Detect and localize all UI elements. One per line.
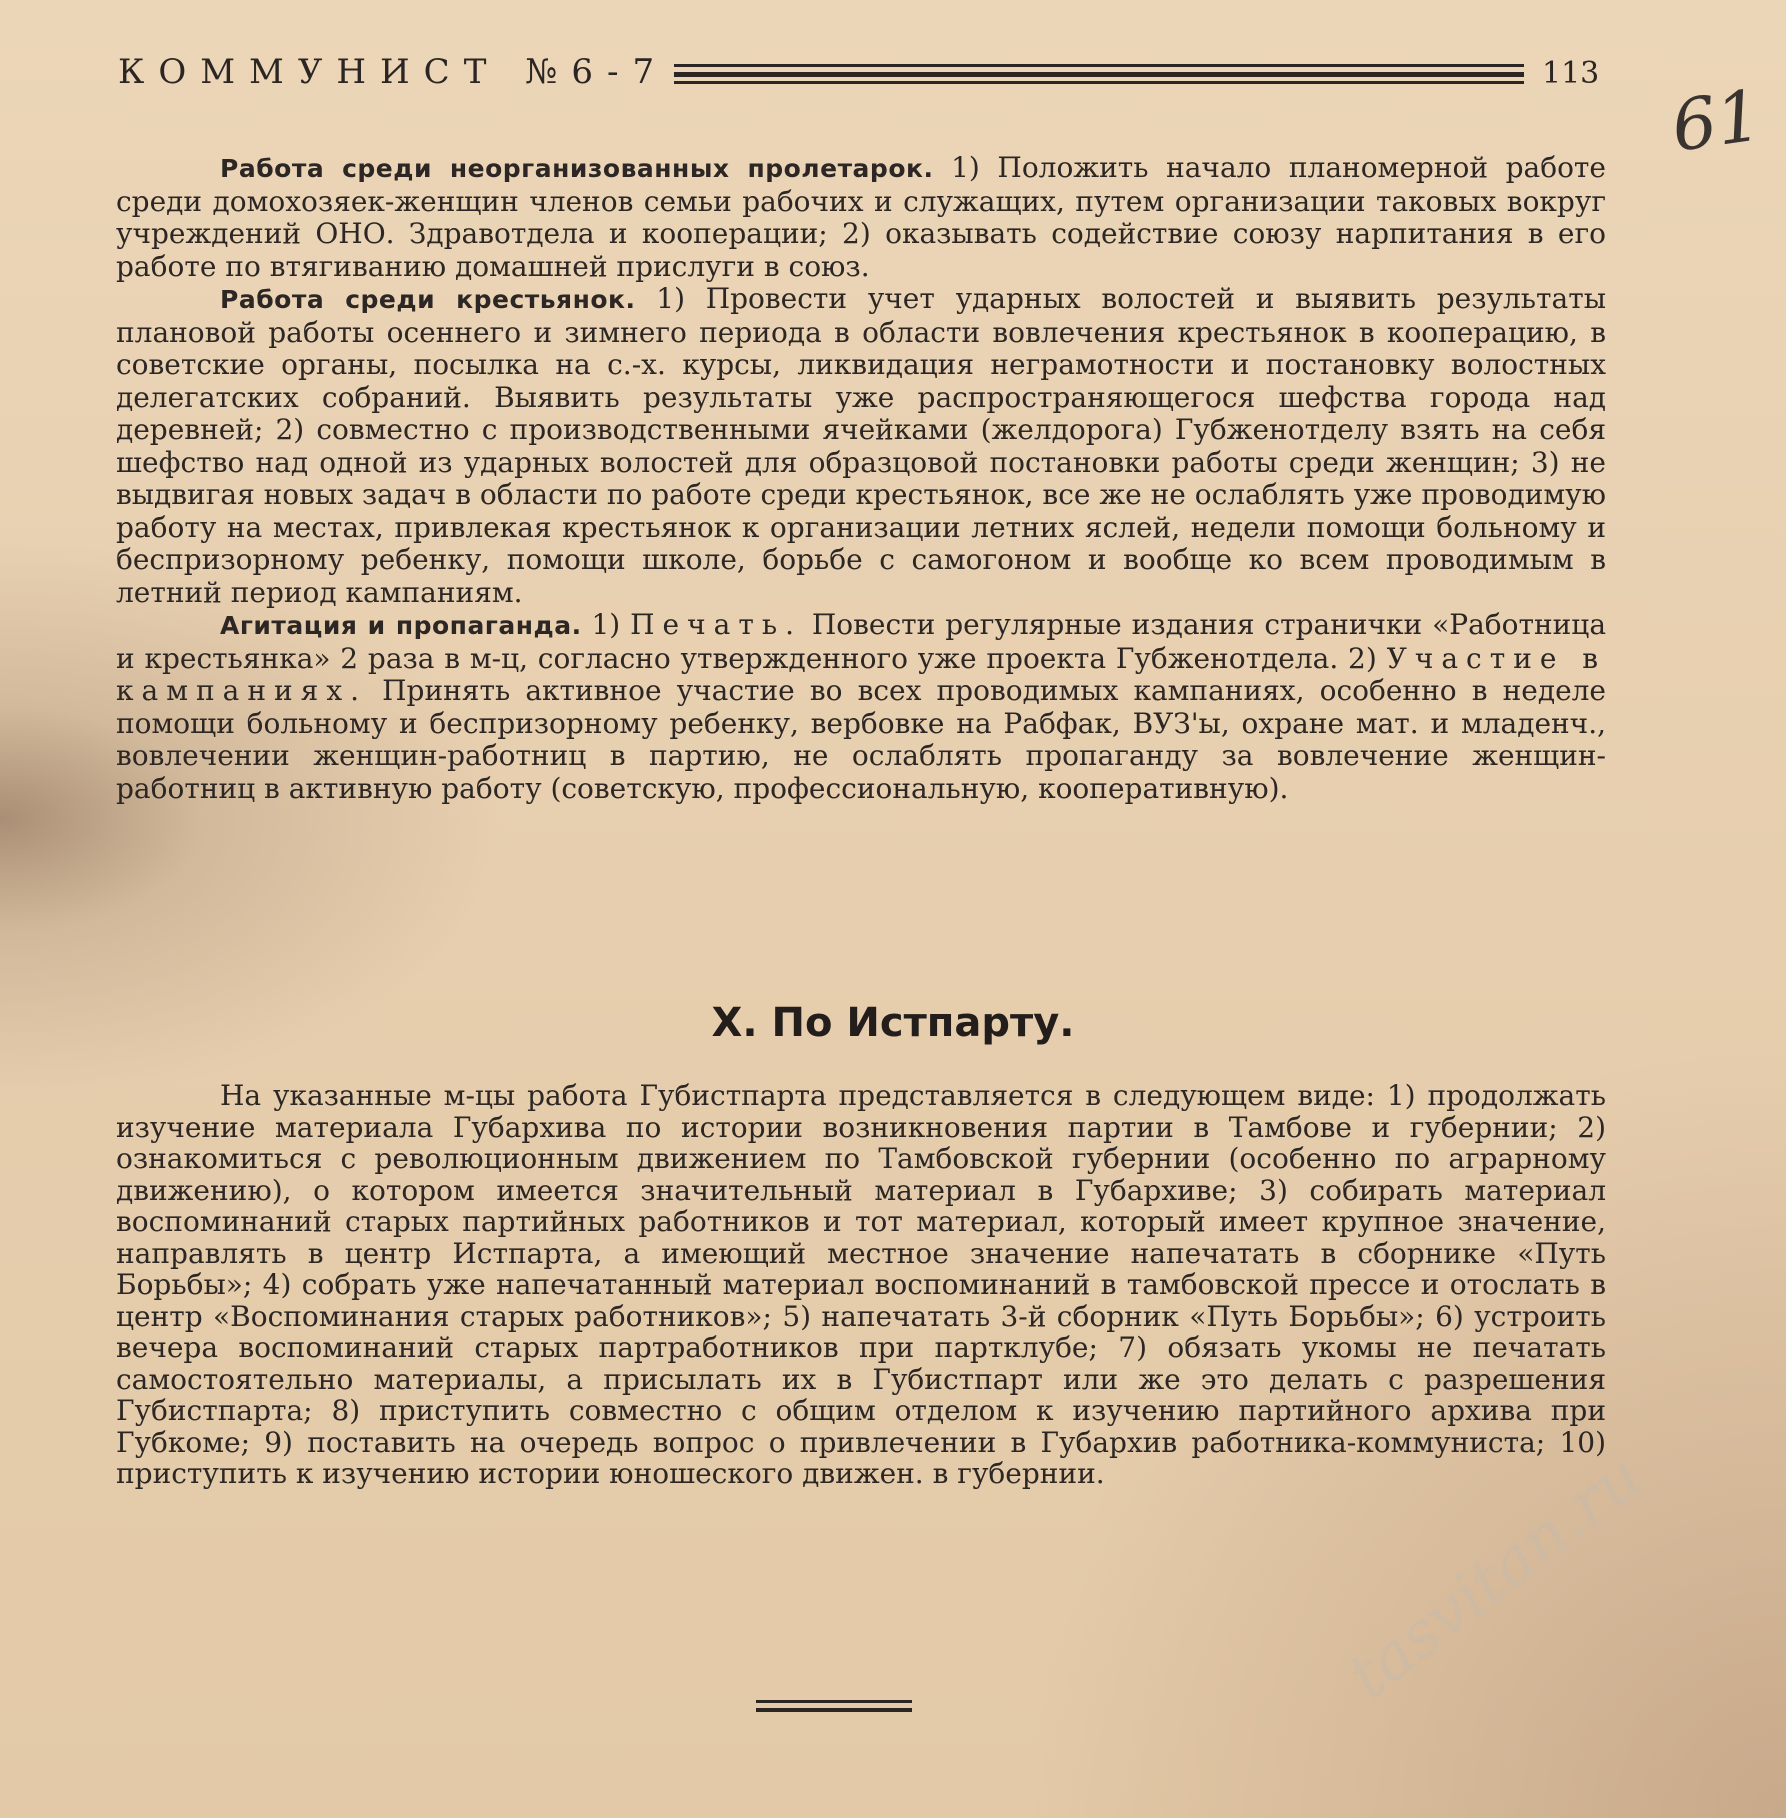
bottom-rule-line-1	[756, 1700, 912, 1703]
paragraph-lead: Работа среди неорганизованных пролетарок.	[220, 154, 934, 183]
bottom-rule-line-2	[756, 1708, 912, 1712]
page-header	[118, 48, 1598, 98]
bottom-rule	[756, 1700, 912, 1714]
journal-title: КОММУНИСТ №6-7	[118, 52, 669, 92]
header-rule-line-2	[674, 72, 1524, 77]
section-text	[116, 1080, 1606, 1490]
header-rule-line-3	[674, 81, 1524, 84]
header-rule	[674, 64, 1524, 86]
spaced-subheading: Участие в кампаниях.	[116, 641, 1606, 707]
page-number: 113	[1542, 56, 1600, 91]
paragraph-lead: Агитация и пропаганда.	[220, 611, 582, 640]
paragraph-text: 1) Провести учет ударных волостей и выявить результаты плановой работы осеннего и зимнего периода в области вовлечения крестьянок в кооперацию, в советские органы, посылка на с.-х. курсы, ликвидация неграмотности и постановку волостных делегатских собраний. Выявить результаты уже распространяющегося шефства города над деревней; 2) совместно с производственными ячейками (желдорога) Губженотделу взять на себя шефство над одной из ударных волостей для образцовой постановки работы среди женщин; 3) не выдвигая новых задач в области по работе среди крестьянок, все же не ослаблять уже проводимую работу на местах, привлекая крестьянок к организации летних яслей, недели помощи больному и беспризорному ребенку, помощи школе, борьбе с самогоном и вообще ко всем проводимым в летний период кампаниям.	[116, 282, 1606, 609]
paragraph-lead: Работа среди крестьянок.	[220, 285, 636, 314]
section-heading: X. По Истпарту.	[711, 1000, 1075, 1046]
paragraph-text: 1)	[581, 608, 631, 641]
paragraph-text: Принять активное участие во всех проводимых кампаниях, особенно в неделе помощи больному и беспризорному ребенку, вербовке на Рабфак, ВУЗ'ы, охране мат. и младенч., вовлечении женщин-работниц в партию, не ослаблять пропаганду за вовлечение женщин-работниц в активную работу (советскую, профессиональную, кооперативную).	[116, 674, 1606, 805]
paragraph-text: 1) Положить начало планомерной работе среди домохозяек-женщин членов семьи рабочих и служащих, путем организации таковых вокруг учреждений ОНО. Здравотдела и кооперации; 2) оказывать содействие союзу нарпитания в его работе по втягиванию домашней прислуги в союз.	[116, 151, 1606, 283]
paragraph-agitation-propaganda	[116, 609, 1606, 805]
spaced-subheading: Печать.	[630, 608, 802, 641]
watermark: tasvitan.ru	[1334, 1439, 1657, 1714]
paragraph-peasant-women	[116, 283, 1606, 609]
paragraph-text: Повести регулярные издания странички «Работница и крестьянка» 2 раза в м-ц, согласно утвержденного уже проекта Губженотдела. 2)	[116, 608, 1607, 675]
paragraph-unorganized-proletarians	[116, 152, 1606, 283]
body-text	[116, 152, 1606, 805]
handwritten-archive-mark: 61	[1666, 74, 1767, 168]
header-rule-line-1	[674, 64, 1524, 67]
section-paragraph: На указанные м-цы работа Губистпарта представляется в следующем виде: 1) продолжать изучение материала Губархива по истории возникновения партии в Тамбове и губернии; 2) ознакомиться с революционным движением по Тамбовской губернии (особенно по аграрному движению), о котором имеется значительный материал в Губархиве; 3) собирать материал воспоминаний старых партийных работников и тот материал, который имеет крупное значение, направлять в центр Истпарта, а имеющий местное значение напечатать в сборнике «Путь Борьбы»; 4) собрать уже напечатанный материал воспоминаний в тамбовской прессе и отослать в центр «Воспоминания старых работников»; 5) напечатать 3-й сборник «Путь Борьбы»; 6) устроить вечера воспоминаний старых партработников при партклубе; 7) обязать укомы не печатать самостоятельно материалы, а присылать их в Губистпарт или же это делать с разрешения Губистпарта; 8) приступить совместно с общим отделом к изучению партийного архива при Губкоме; 9) поставить на очередь вопрос о привлечении в Губархив работника-коммуниста; 10) приступить к изучению истории юношеского движен. в губернии.	[116, 1079, 1606, 1490]
